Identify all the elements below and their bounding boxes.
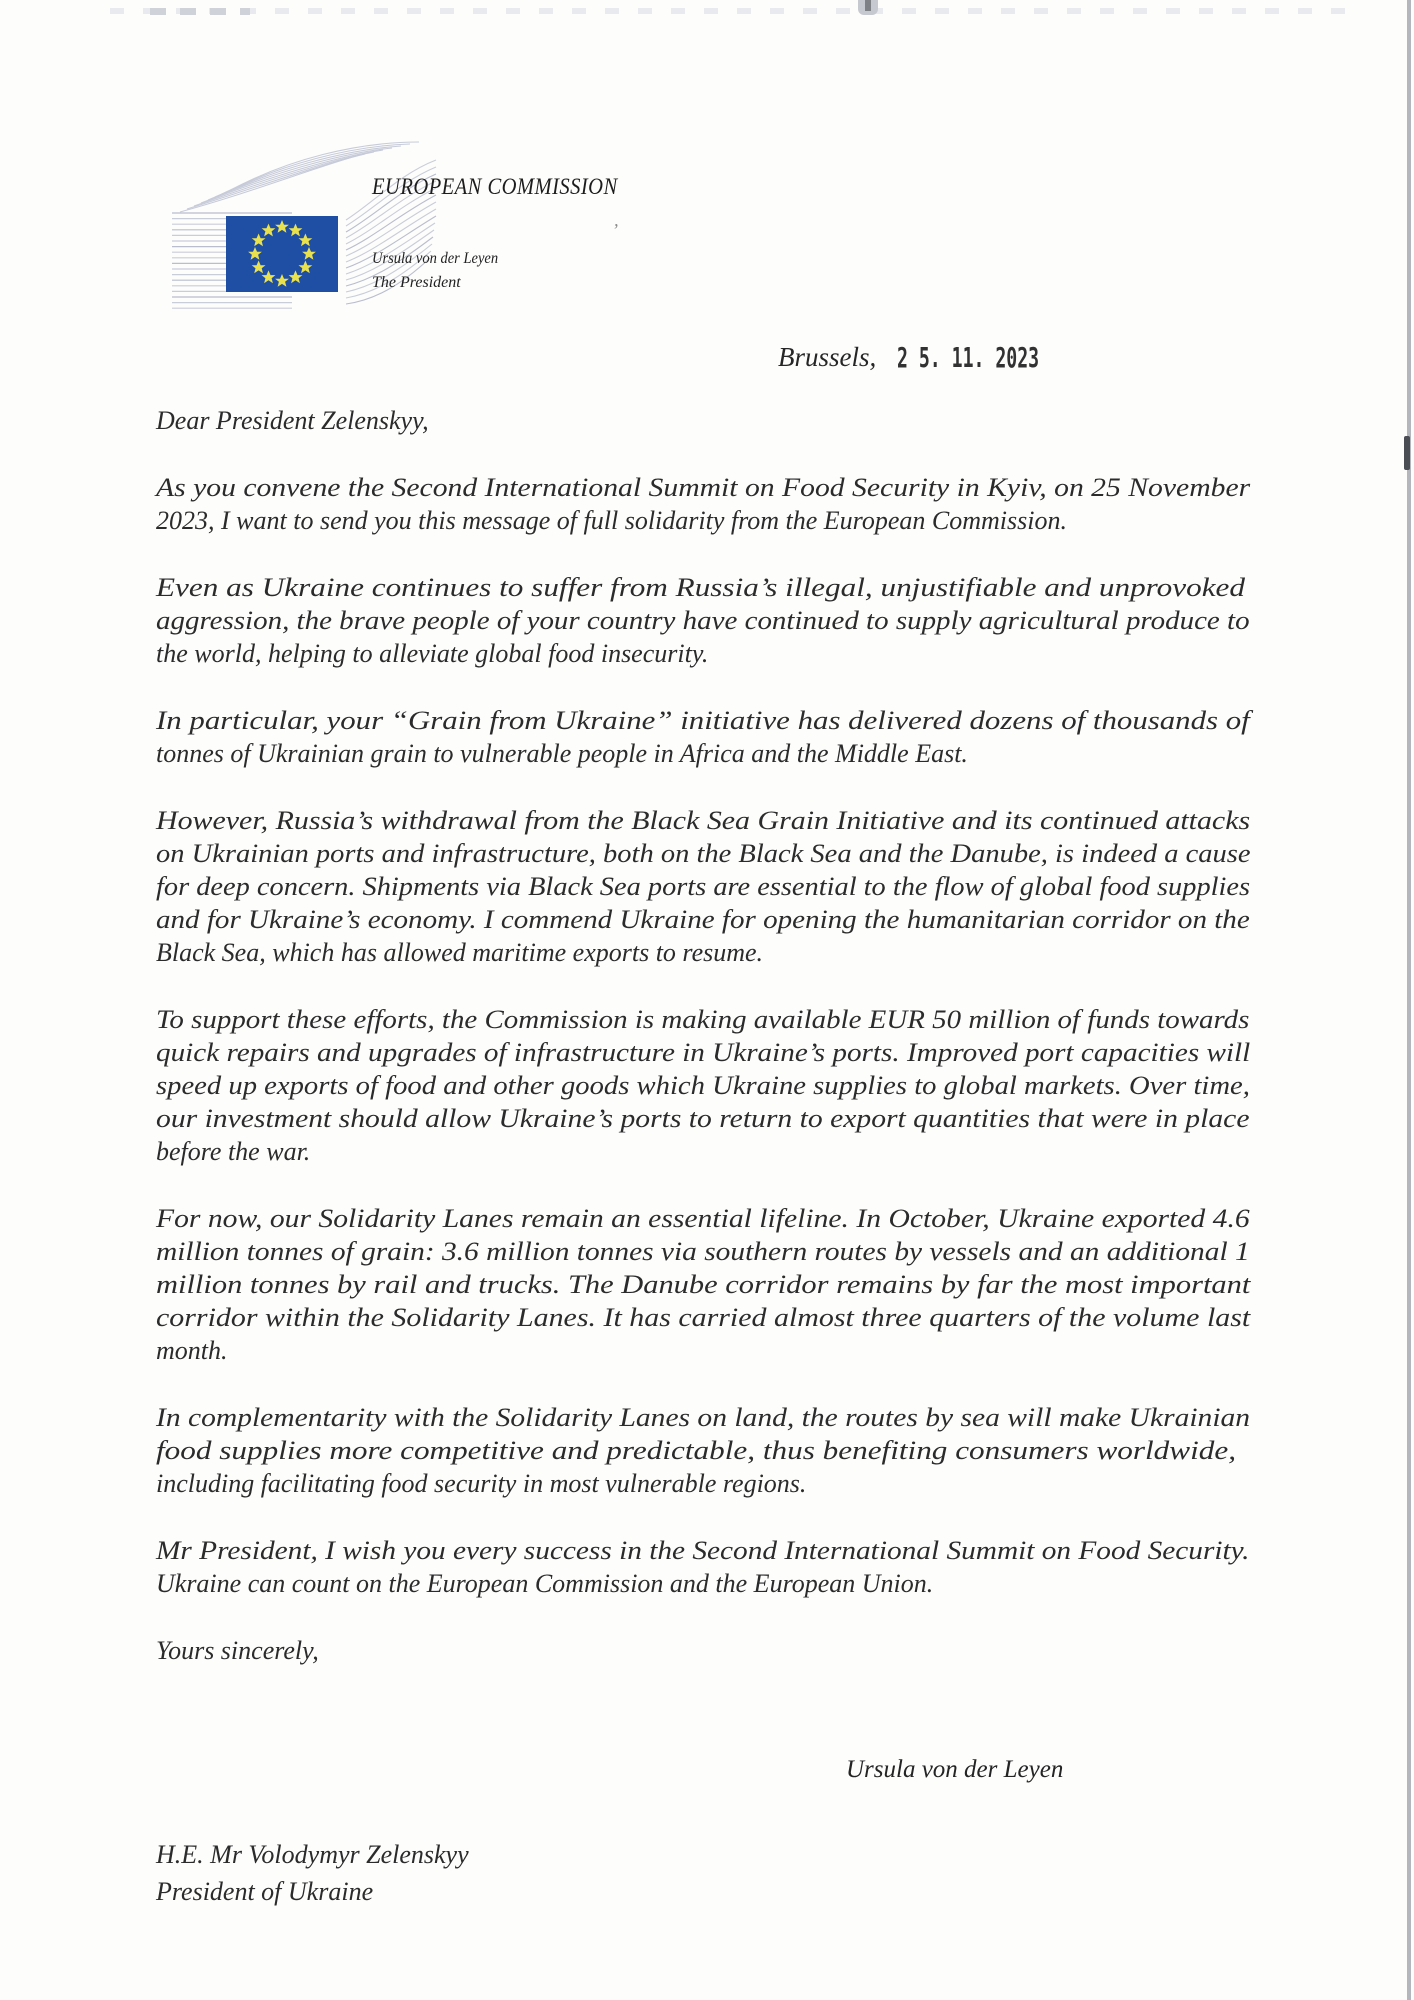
body-line: million tonnes by rail and trucks. The Danube corridor remains by far the most important: [156, 1270, 1251, 1299]
body-line: million tonnes of grain: 3.6 million tonnes via southern routes by vessels and an additional 1: [156, 1237, 1250, 1266]
recipient-name: H.E. Mr Volodymyr Zelenskyy: [156, 1840, 469, 1869]
paragraph: [156, 1202, 1250, 1367]
recipient-title: President of Ukraine: [156, 1877, 374, 1906]
signature-name: Ursula von der Leyen: [846, 1756, 1064, 1783]
scan-artifact-top-dashes: [110, 8, 1350, 14]
paragraph: [156, 1534, 1250, 1600]
handwritten-signature-icon: [738, 1608, 1208, 1818]
paragraph: [156, 404, 1250, 437]
body-line: Even as Ukraine continues to suffer from Russia’s illegal, unjustifiable and unprovoked: [156, 573, 1245, 602]
paragraph: [156, 1401, 1250, 1500]
body-line: To support these efforts, the Commission is making available EUR 50 million of funds towards: [156, 1005, 1250, 1034]
dateline-place: Brussels,: [778, 342, 877, 372]
paragraph: [156, 471, 1250, 537]
body-line: 2023, I want to send you this message of full solidarity from the European Commission.: [156, 506, 1067, 535]
scan-artifact-top-dashes-dark: [150, 8, 250, 15]
body-line: corridor within the Solidarity Lanes. It has carried almost three quarters of the volume last: [156, 1303, 1251, 1332]
body-line: Ukraine can count on the European Commission and the European Union.: [156, 1569, 934, 1598]
body-line: Yours sincerely,: [156, 1636, 319, 1665]
paragraph: [156, 1003, 1250, 1168]
body-line: on Ukrainian ports and infrastructure, both on the Black Sea and the Danube, is indeed a cause: [156, 839, 1251, 868]
body-line: speed up exports of food and other goods which Ukraine supplies to global markets. Over time,: [156, 1071, 1250, 1100]
paragraph: [156, 571, 1250, 670]
body-line: In complementarity with the Solidarity Lanes on land, the routes by sea will make Ukrainian: [156, 1403, 1251, 1432]
body-line: quick repairs and upgrades of infrastructure in Ukraine’s ports. Improved port capacities will: [156, 1038, 1251, 1067]
paragraph: [156, 704, 1250, 770]
body-line: For now, our Solidarity Lanes remain an essential lifeline. In October, Ukraine exported 4.6: [156, 1204, 1250, 1233]
body-line: and for Ukraine’s economy. I commend Ukraine for opening the humanitarian corridor on the: [156, 905, 1250, 934]
scan-artifact-right-blob: [1404, 436, 1410, 470]
body-line: for deep concern. Shipments via Black Sea ports are essential to the flow of global food supplies: [156, 872, 1251, 901]
dateline-date-stamp: 2 5. 11. 2023: [897, 341, 1040, 374]
scan-artifact-right-edge: [1407, 0, 1411, 2000]
body-line: aggression, the brave people of your country have continued to supply agricultural produce to: [156, 606, 1250, 635]
scan-artifact-tick: ’: [612, 220, 618, 240]
body-line: tonnes of Ukrainian grain to vulnerable people in Africa and the Middle East.: [156, 739, 968, 768]
body-line: month.: [156, 1336, 228, 1365]
sender-title: The President: [372, 274, 461, 291]
letter-body: [156, 404, 1250, 1701]
body-line: before the war.: [156, 1137, 311, 1166]
body-line: Mr President, I wish you every success in the Second International Summit on Food Security.: [156, 1536, 1250, 1565]
sender-name: Ursula von der Leyen: [372, 250, 499, 267]
body-line: As you convene the Second International Summit on Food Security in Kyiv, on 25 November: [156, 473, 1251, 502]
body-line: food supplies more competitive and predictable, thus benefiting consumers worldwide,: [156, 1436, 1237, 1465]
body-line: including facilitating food security in most vulnerable regions.: [156, 1469, 807, 1498]
body-line: the world, helping to alleviate global food insecurity.: [156, 639, 709, 668]
body-line: our investment should allow Ukraine’s ports to return to export quantities that were in place: [156, 1104, 1250, 1133]
body-line: Black Sea, which has allowed maritime exports to resume.: [156, 938, 764, 967]
org-title: EUROPEAN COMMISSION: [372, 174, 618, 199]
paragraph: [156, 804, 1250, 969]
body-line: However, Russia’s withdrawal from the Black Sea Grain Initiative and its continued attacks: [156, 806, 1251, 835]
body-line: In particular, your “Grain from Ukraine” initiative has delivered dozens of thousands of: [156, 706, 1250, 735]
scan-artifact-smudge: [858, 0, 878, 15]
body-line: Dear President Zelenskyy,: [156, 406, 429, 435]
european-commission-logo-icon: [158, 128, 458, 328]
